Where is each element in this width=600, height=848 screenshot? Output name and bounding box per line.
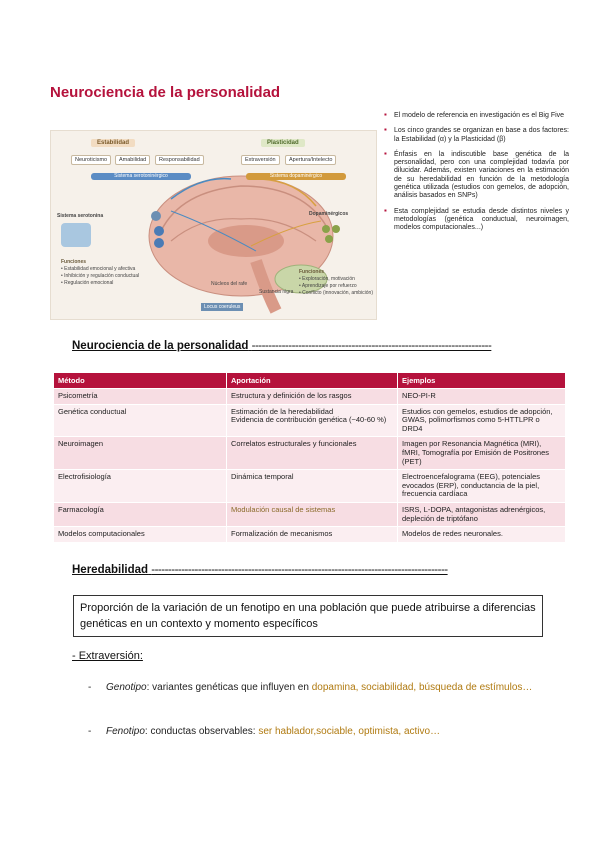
bullet-item: ▪ El modelo de referencia en investigación es el Big Five — [384, 112, 569, 120]
sustancia-negra-label: Sustancia nigra — [259, 289, 294, 295]
table-row — [54, 527, 566, 543]
table-cell: Modulación causal de sistemas — [227, 502, 398, 526]
genotipo-text: : variantes genéticas que influyen en — [146, 682, 312, 693]
table-cell: Modelos computacionales — [54, 527, 227, 543]
bullet-item: ▪ Esta complejidad se estudia desde distintos niveles y metodologías (genética conductual, neuroimagen, modelos computacionales...) — [384, 208, 569, 233]
table-row — [54, 437, 566, 470]
bullet-item: ▪ Los cinco grandes se organizan en base a dos factores: la Estabilidad (α) y la Plasticidad (β) — [384, 127, 569, 144]
table-cell: Correlatos estructurales y funcionales — [227, 437, 398, 470]
table-cell: Farmacología — [54, 502, 227, 526]
table-row — [54, 389, 566, 405]
fenotipo-text: : conductas observables: — [144, 726, 259, 737]
table-header-cell: Método — [54, 373, 227, 389]
responsabilidad-box: Responsabilidad — [155, 155, 204, 165]
section-heading-dash: ------------------------------------------------------------------------ — [251, 340, 492, 352]
fenotipo-label: Fenotipo — [106, 726, 145, 737]
section-heading-text: Heredabilidad — [72, 564, 149, 576]
genotipo-label: Genotipo — [106, 682, 147, 693]
table-cell: Neuroimagen — [54, 437, 227, 470]
amabilidad-box: Amabilidad — [115, 155, 150, 165]
table-cell: Imagen por Resonancia Magnética (MRI), fMRI, Tomografía por Emisión de Positrones (PET) — [398, 437, 566, 470]
funciones-right-item: • Aprendizaje por refuerzo — [299, 283, 357, 289]
table-header-row — [54, 373, 566, 389]
slide-bullets — [384, 112, 569, 240]
fenotipo-highlight: ser hablador,sociable, optimista, activo… — [258, 726, 441, 737]
serotonergic-bar: Sistema serotoninérgico — [91, 173, 191, 180]
extraversion-heading: - Extraversión: — [72, 650, 143, 662]
estabilidad-label: Estabilidad — [91, 139, 135, 147]
funciones-left-item: • Estabilidad emocional y afectiva — [61, 266, 136, 272]
heritability-definition: Proporción de la variación de un fenotipo en una población que puede atribuirse a diferencias genéticas en un contexto y momento específicos — [73, 595, 543, 637]
funciones-left-item: • Regulación emocional — [61, 280, 114, 286]
funciones-right-item: • Conflicto (innovación, ambición) — [299, 290, 374, 296]
table-header-cell: Aportación — [227, 373, 398, 389]
apertura-box: Apertura/Intelecto — [285, 155, 336, 165]
neuroticismo-box: Neuroticismo — [71, 155, 111, 165]
sistema-serotonina-label: Sistema serotonina — [57, 213, 104, 219]
nucleos-rafe-label: Núcleos del rafe — [211, 281, 248, 287]
section-heading-neurociencia — [72, 340, 552, 352]
table-cell: Formalización de mecanismos — [227, 527, 398, 543]
table-row — [54, 502, 566, 526]
slide-title: Neurociencia de la personalidad — [50, 84, 281, 101]
plasticidad-label: Plasticidad — [261, 139, 305, 147]
dopaminergicos-label: Dopaminérgicos — [309, 211, 349, 217]
funciones-left-item: • Inhibición y regulación conductual — [61, 273, 140, 279]
fenotipo-item: - Fenotipo: conductas observables: ser hablador,sociable, optimista, activo… — [88, 726, 441, 737]
methods-table — [53, 372, 566, 543]
dopaminergic-bar: Sistema dopaminérgico — [246, 173, 346, 180]
section-heading-heredabilidad — [72, 564, 550, 576]
table-cell: Estudios con gemelos, estudios de adopción, GWAS, polimorfismos como 5-HTTLPR o DRD4 — [398, 404, 566, 437]
funciones-right-title: Funciones — [299, 269, 325, 275]
funciones-right — [299, 269, 373, 297]
genotipo-item: - Genotipo: variantes genéticas que influyen en dopamina, sociabilidad, búsqueda de estímulos… — [88, 682, 533, 693]
table-cell: Estructura y definición de los rasgos — [227, 389, 398, 405]
table-cell: Electrofisiología — [54, 470, 227, 503]
table-cell: Electroencefalograma (EEG), potenciales evocados (ERP), conductancia de la piel, frecuencia cardíaca — [398, 470, 566, 503]
extraversion-box: Extraversión — [241, 155, 280, 165]
funciones-left — [61, 259, 139, 287]
table-row — [54, 470, 566, 503]
table-header-cell: Ejemplos — [398, 373, 566, 389]
brain-figure — [50, 130, 377, 320]
section-heading-text: Neurociencia de la personalidad — [72, 340, 249, 352]
section-heading-dash: ----------------------------------------------------------------------------------------- — [151, 564, 448, 576]
table-cell: ISRS, L-DOPA, antagonistas adrenérgicos, depleción de triptófano — [398, 502, 566, 526]
genotipo-highlight: dopamina, sociabilidad, búsqueda de estímulos… — [311, 682, 533, 693]
table-row — [54, 404, 566, 437]
table-cell: Genética conductual — [54, 404, 227, 437]
table-cell: Psicometría — [54, 389, 227, 405]
locus-label: Locus coeruleus — [201, 303, 243, 311]
table-cell: Dinámica temporal — [227, 470, 398, 503]
table-cell: NEO-PI-R — [398, 389, 566, 405]
table-cell: Estimación de la heredabilidad Evidencia de contribución genética (~40-60 %) — [227, 404, 398, 437]
table-cell: Modelos de redes neuronales. — [398, 527, 566, 543]
bullet-item: ▪ Énfasis en la indiscutible base genética de la personalidad, pero con una complejidad todavía por dilucidar. Además, existen variaciones en la estimación de su heredabilidad en función de la metodología genética utilizada (estudios con gemelos, de adopción, análisis basados en SNPs) — [384, 151, 569, 201]
funciones-left-title: Funciones — [61, 259, 87, 265]
funciones-right-item: • Exploración, motivación — [299, 276, 355, 282]
